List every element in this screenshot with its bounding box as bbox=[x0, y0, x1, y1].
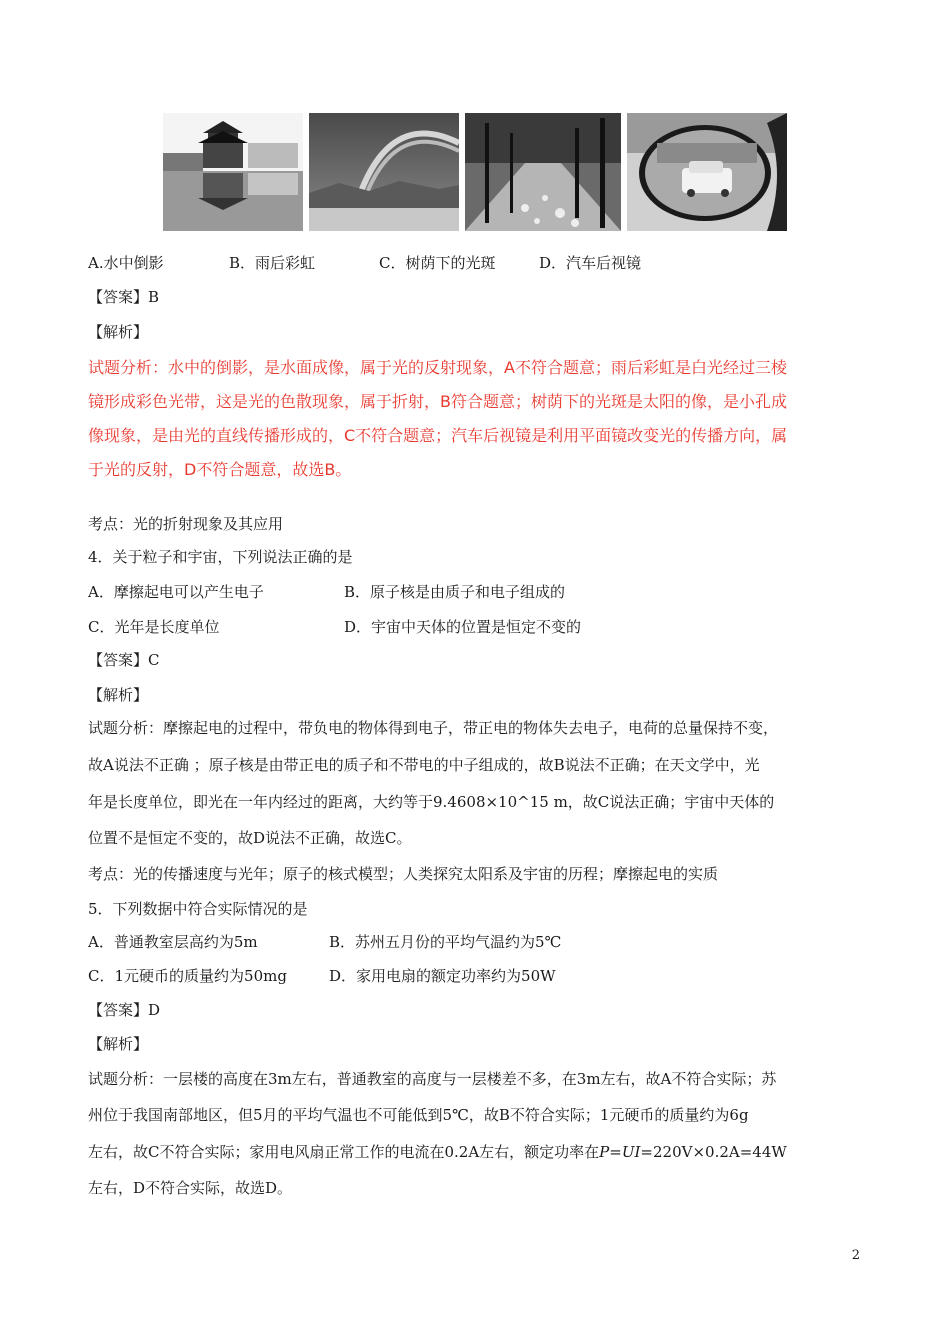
q3-option-c: C．树荫下的光斑 bbox=[379, 254, 496, 272]
q4-stem: 4．关于粒子和宇宙，下列说法正确的是 bbox=[88, 548, 353, 566]
q4-option-d: D．宇宙中天体的位置是恒定不变的 bbox=[344, 618, 582, 636]
q3-answer: 【答案】B bbox=[88, 288, 160, 306]
formula-equals: = bbox=[609, 1143, 622, 1161]
photo-car-mirror bbox=[627, 113, 787, 231]
q3-analysis-label: 【解析】 bbox=[88, 323, 149, 341]
q4-option-a: A．摩擦起电可以产生电子 bbox=[88, 583, 264, 601]
q4-analysis-line: 试题分析：摩擦起电的过程中，带负电的物体得到电子，带正电的物体失去电子，电荷的总量保持不变， bbox=[88, 719, 779, 737]
q5-analysis-label: 【解析】 bbox=[88, 1035, 149, 1053]
photo-tree-shade bbox=[465, 113, 621, 231]
q3-analysis-line: 试题分析：水中的倒影，是水面成像，属于光的反射现象，A不符合题意；雨后彩虹是白光经过三棱 bbox=[88, 358, 787, 377]
q3-option-d: D．汽车后视镜 bbox=[539, 254, 642, 272]
q4-option-c: C．光年是长度单位 bbox=[88, 618, 220, 636]
q4-analysis-line: 故A说法不正确 ；原子核是由带正电的质子和不带电的中子组成的，故B说法不正确；在天文学中，光 bbox=[88, 756, 760, 774]
q5-analysis-line-with-formula bbox=[88, 1142, 787, 1162]
q5-option-a: A．普通教室层高约为5m bbox=[88, 933, 258, 951]
page-number: 2 bbox=[851, 1248, 860, 1263]
q4-kaodian: 考点：光的传播速度与光年；原子的核式模型；人类探究太阳系及宇宙的历程；摩擦起电的实质 bbox=[88, 865, 719, 883]
q5-answer: 【答案】D bbox=[88, 1001, 161, 1019]
q5-analysis-line: 州位于我国南部地区，但5月的平均气温也不可能低到5℃，故B不符合实际；1元硬币的质量约为6g bbox=[88, 1106, 749, 1124]
q5-option-d: D．家用电扇的额定功率约为50W bbox=[329, 967, 556, 985]
q4-analysis-line: 年是长度单位，即光在一年内经过的距离，大约等于9.4608×10^15 m，故C说法正确；宇宙中天体的 bbox=[88, 793, 775, 811]
q3-analysis-line: 镜形成彩色光带，这是光的色散现象，属于折射，B符合题意；树荫下的光斑是太阳的像，是小孔成 bbox=[88, 392, 787, 411]
q5-analysis-line: 试题分析：一层楼的高度在3m左右，普通教室的高度与一层楼差不多，在3m左右，故A不符合实际；苏 bbox=[88, 1070, 777, 1088]
q5-stem: 5．下列数据中符合实际情况的是 bbox=[88, 900, 308, 918]
q5-analysis-text: 左右，故C不符合实际；家用电风扇正常工作的电流在0.2A左右，额定功率在 bbox=[88, 1143, 600, 1161]
q3-option-b: B．雨后彩虹 bbox=[229, 254, 316, 272]
q3-option-a: A.水中倒影 bbox=[88, 254, 164, 272]
q5-option-b: B．苏州五月份的平均气温约为5℃ bbox=[329, 933, 562, 951]
formula-symbol-ui: UI bbox=[621, 1143, 641, 1161]
q5-option-c: C．1元硬币的质量约为50mg bbox=[88, 967, 287, 985]
formula-result: =220V×0.2A=44W bbox=[640, 1143, 787, 1161]
photo-rainbow bbox=[309, 113, 459, 231]
q3-analysis-line: 于光的反射，D不符合题意，故选B。 bbox=[88, 460, 352, 479]
q5-analysis-line: 左右，D不符合实际，故选D。 bbox=[88, 1179, 293, 1197]
q3-kaodian: 考点：光的折射现象及其应用 bbox=[88, 515, 284, 533]
q4-analysis-line: 位置不是恒定不变的，故D说法不正确，故选C。 bbox=[88, 829, 412, 847]
q4-answer: 【答案】C bbox=[88, 651, 160, 669]
q4-analysis-label: 【解析】 bbox=[88, 686, 149, 704]
formula-symbol-p: P bbox=[599, 1143, 610, 1161]
photo-water-reflection bbox=[163, 113, 303, 231]
q3-analysis-line: 像现象，是由光的直线传播形成的，C不符合题意；汽车后视镜是利用平面镜改变光的传播方向，属 bbox=[88, 426, 788, 445]
q4-option-b: B．原子核是由质子和电子组成的 bbox=[344, 583, 566, 601]
